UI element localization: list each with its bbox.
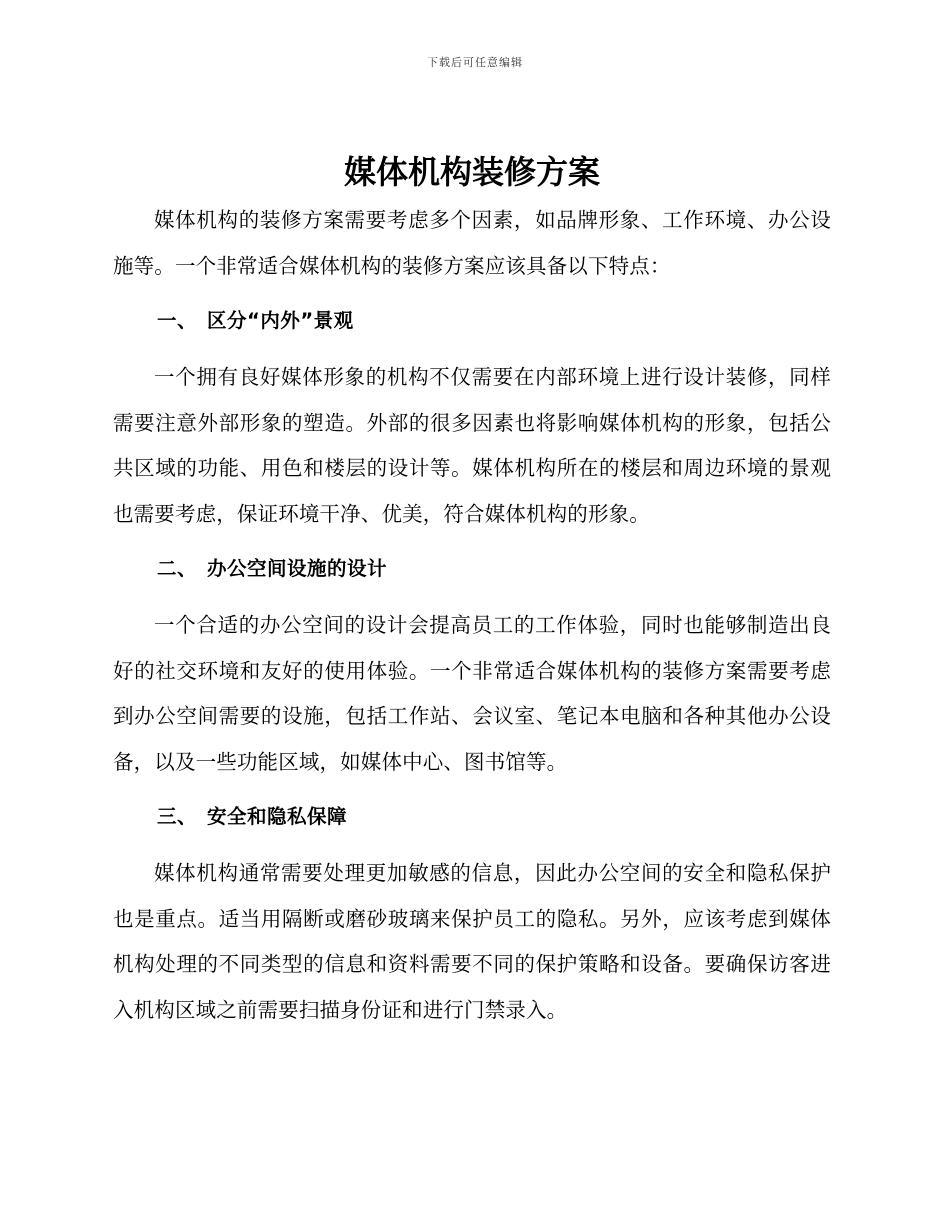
section-title: 安全和隐私保障 — [207, 805, 348, 828]
section-number: 二、 — [157, 557, 198, 580]
section-heading-3 — [113, 785, 831, 851]
document-body — [113, 148, 831, 1033]
header-note: 下载后可任意编辑 — [427, 56, 523, 69]
section-number: 三、 — [157, 805, 198, 828]
section-body-3: 媒体机构通常需要处理更加敏感的信息，因此办公空间的安全和隐私保护也是重点。适当用隔断或磨砂玻璃来保护员工的隐私。另外，应该考虑到媒体机构处理的不同类型的信息和资料需要不同的保护策略和设备。要确保访客进入机构区域之前需要扫描身份证和进行门禁录入。 — [113, 861, 831, 1022]
section-body-2: 一个合适的办公空间的设计会提高员工的工作体验，同时也能够制造出良好的社交环境和友好的使用体验。一个非常适合媒体机构的装修方案需要考虑到办公空间需要的设施，包括工作站、会议室、笔记本电脑和各种其他办公设备，以及一些功能区域，如媒体中心、图书馆等。 — [113, 613, 831, 774]
section-title: 区分“内外”景观 — [207, 309, 354, 332]
document-title: 媒体机构装修方案 — [343, 153, 600, 191]
section-number: 一、 — [157, 309, 198, 332]
section-heading-1 — [113, 289, 831, 355]
section-body-1: 一个拥有良好媒体形象的机构不仅需要在内部环境上进行设计装修，同样需要注意外部形象的塑造。外部的很多因素也将影响媒体机构的形象，包括公共区域的功能、用色和楼层的设计等。媒体机构所在的楼层和周边环境的景观也需要考虑，保证环境干净、优美，符合媒体机构的形象。 — [113, 365, 831, 526]
section-heading-2 — [113, 537, 831, 603]
section-title: 办公空间设施的设计 — [207, 557, 388, 580]
intro-paragraph: 媒体机构的装修方案需要考虑多个因素，如品牌形象、工作环境、办公设施等。一个非常适合媒体机构的装修方案应该具备以下特点： — [113, 208, 831, 278]
